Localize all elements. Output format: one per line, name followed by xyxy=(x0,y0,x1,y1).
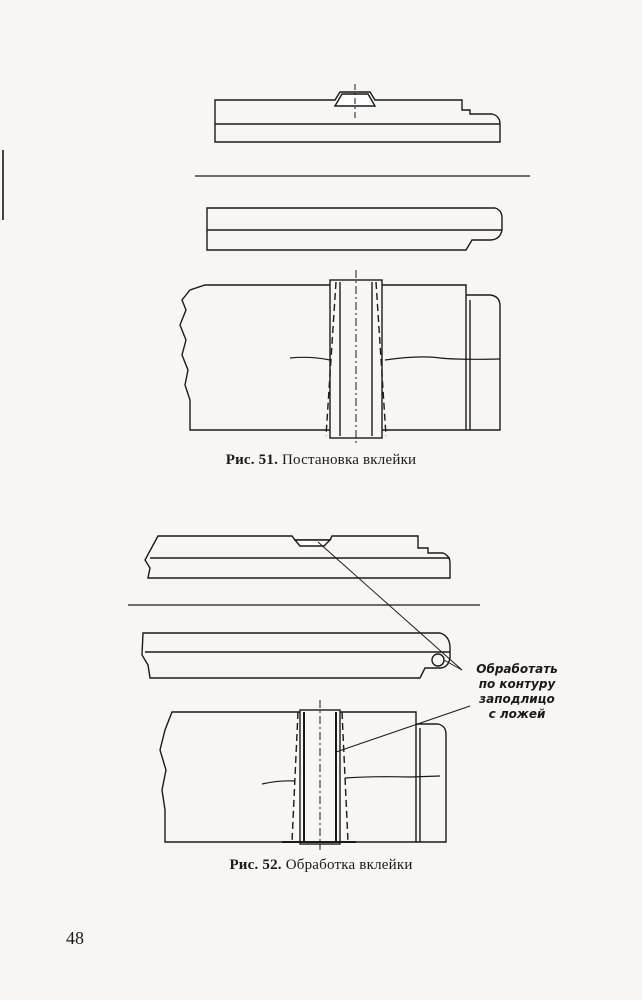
fig51-mid-profile xyxy=(207,208,502,250)
fig52-mid-profile xyxy=(142,633,450,678)
figure-51-caption-text: Постановка вклейки xyxy=(281,452,417,468)
fig52-leader-bottom xyxy=(336,706,470,752)
figure-51-drawing xyxy=(0,0,642,450)
callout-line-3: заподлицо xyxy=(479,692,555,706)
figure-52-caption xyxy=(0,857,642,874)
figure-52-caption-text: Обработка вклейки xyxy=(285,857,413,873)
page-number: 48 xyxy=(66,928,84,948)
figure-52-caption-number: Рис. 52. xyxy=(229,857,282,873)
callout-line-4: с ложей xyxy=(488,707,546,721)
callout-line-1: Обработать xyxy=(476,662,558,676)
fig52-callout-label xyxy=(462,662,572,722)
fig52-leader-top xyxy=(318,542,462,670)
callout-line-2: по контуру xyxy=(478,677,556,691)
fig51-plan-view xyxy=(180,285,466,430)
figure-51-caption-number: Рис. 51. xyxy=(225,452,279,468)
figure-51-caption xyxy=(0,452,642,469)
fig52-inlay-wedge xyxy=(295,540,330,546)
